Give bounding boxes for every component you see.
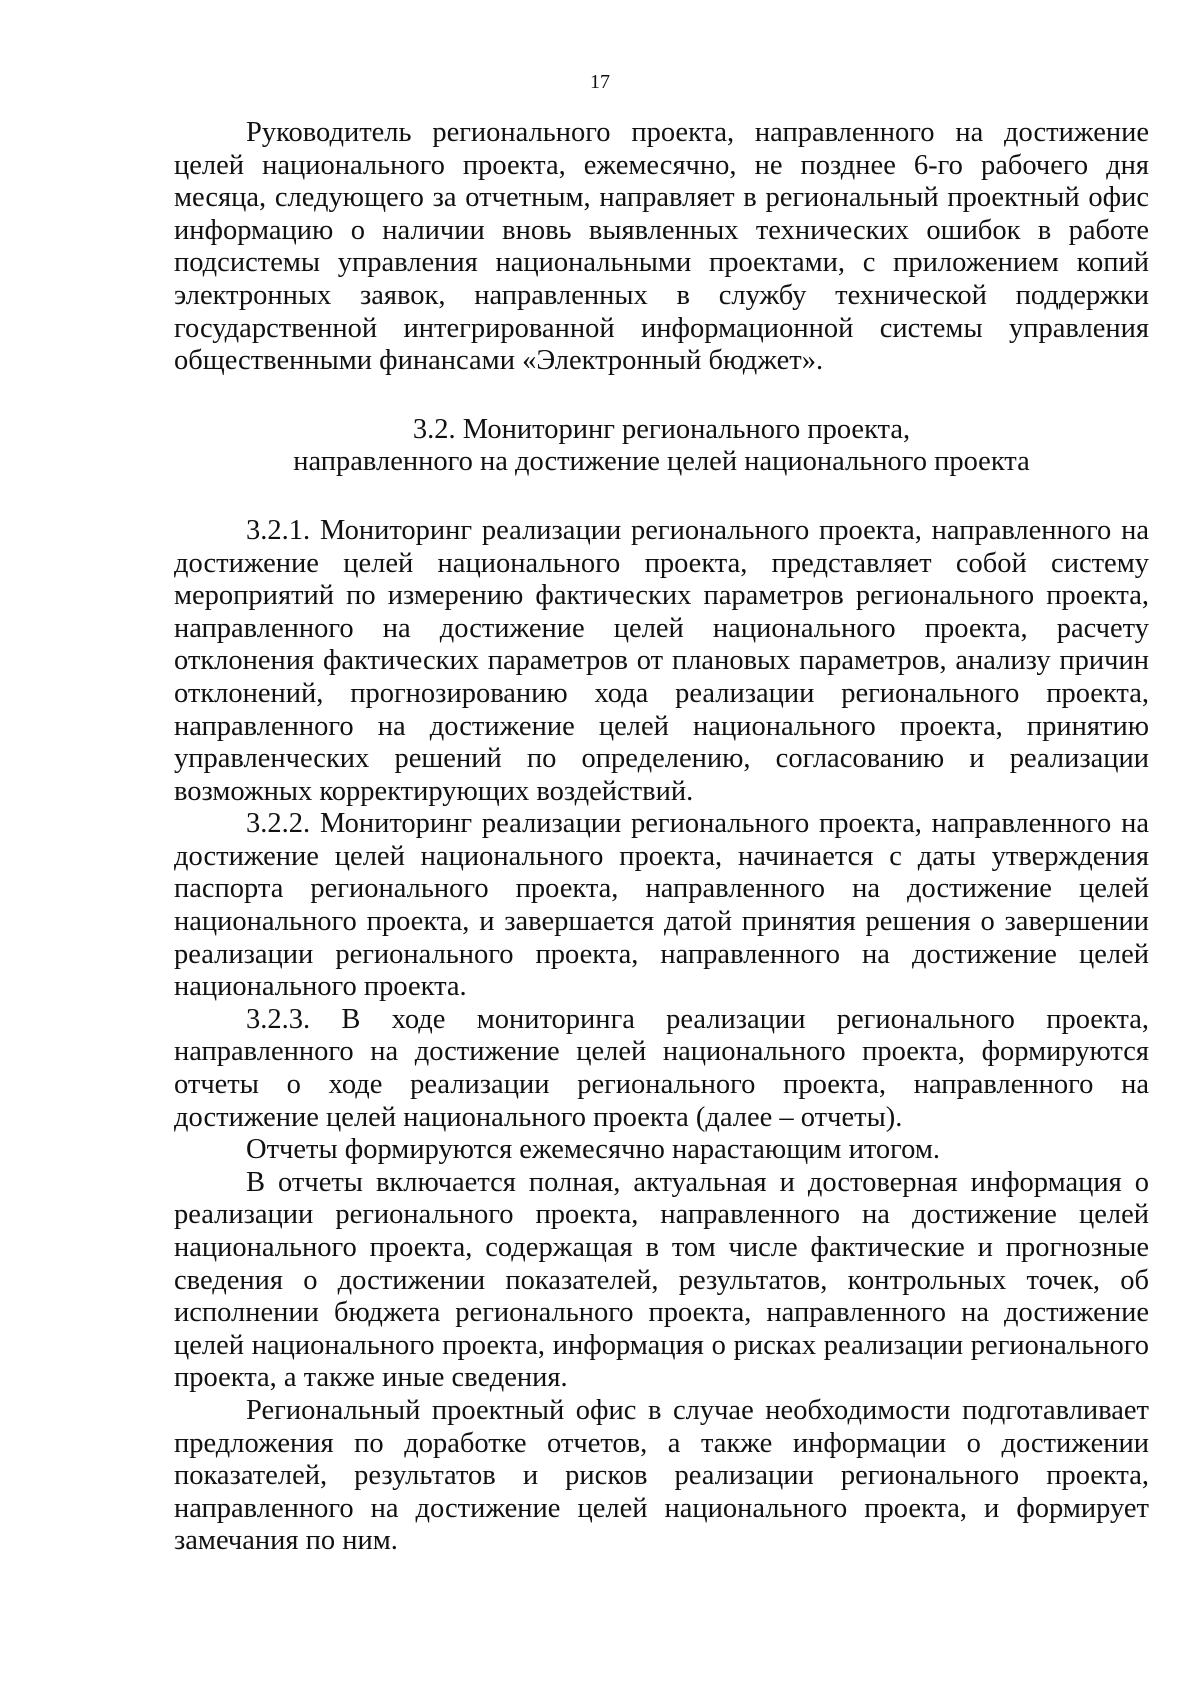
- section-heading-line-2: направленного на достижение целей национального проекта: [293, 446, 1030, 478]
- paragraph-3-2-1: 3.2.1. Мониторинг реализации регионального проекта, направленного на достижение целей национального проекта, представляет собой систему мероприятий по измерению фактических параметров регионального проекта, направленного на достижение целей национального проекта, расчету отклонения фактических параметров от плановых параметров, анализу причин отклонений, прогнозированию хода реализации регионального проекта, направленного на достижение целей национального проекта, принятию управленческих решений по определению, согласованию и реализации возможных корректирующих воздействий.: [174, 514, 1149, 807]
- paragraph-project-office: Региональный проектный офис в случае необходимости подготавливает предложения по доработке отчетов, а также информации о достижении показателей, результатов и рисков реализации регионального проекта, направленного на достижение целей национального проекта, и формирует замечания по ним.: [174, 1394, 1149, 1557]
- paragraph-3-2-2: 3.2.2. Мониторинг реализации регионального проекта, направленного на достижение целей национального проекта, начинается с даты утверждения паспорта регионального проекта, направленного на достижение целей национального проекта, и завершается датой принятия решения о завершении реализации регионального проекта, направленного на достижение целей национального проекта.: [174, 808, 1149, 1003]
- page-number: 17: [590, 71, 610, 93]
- paragraph-reports-monthly: Отчеты формируются ежемесячно нарастающим итогом.: [246, 1134, 941, 1166]
- section-heading-line-1: 3.2. Мониторинг регионального проекта,: [412, 413, 911, 445]
- paragraph-3-2-3: 3.2.3. В ходе мониторинга реализации регионального проекта, направленного на достижение целей национального проекта, формируются отчеты о ходе реализации регионального проекта, направленного на достижение целей национального проекта (далее – отчеты).: [174, 1003, 1149, 1133]
- paragraph-reports-content: В отчеты включается полная, актуальная и достоверная информация о реализации регионального проекта, направленного на достижение целей национального проекта, содержащая в том числе фактические и прогнозные сведения о достижении показателей, результатов, контрольных точек, об исполнении бюджета регионального проекта, направленного на достижение целей национального проекта, информация о рисках реализации регионального проекта, а также иные сведения.: [174, 1166, 1149, 1394]
- page-content: [174, 117, 1149, 1558]
- intro-paragraph: Руководитель регионального проекта, направленного на достижение целей национального проекта, ежемесячно, не позднее 6-го рабочего дня месяца, следующего за отчетным, направляет в региональный проектный офис информацию о наличии вновь выявленных технических ошибок в работе подсистемы управления национальными проектами, с приложением копий электронных заявок, направленных в службу технической поддержки государственной интегрированной информационной системы управления общественными финансами «Электронный бюджет».: [174, 117, 1149, 377]
